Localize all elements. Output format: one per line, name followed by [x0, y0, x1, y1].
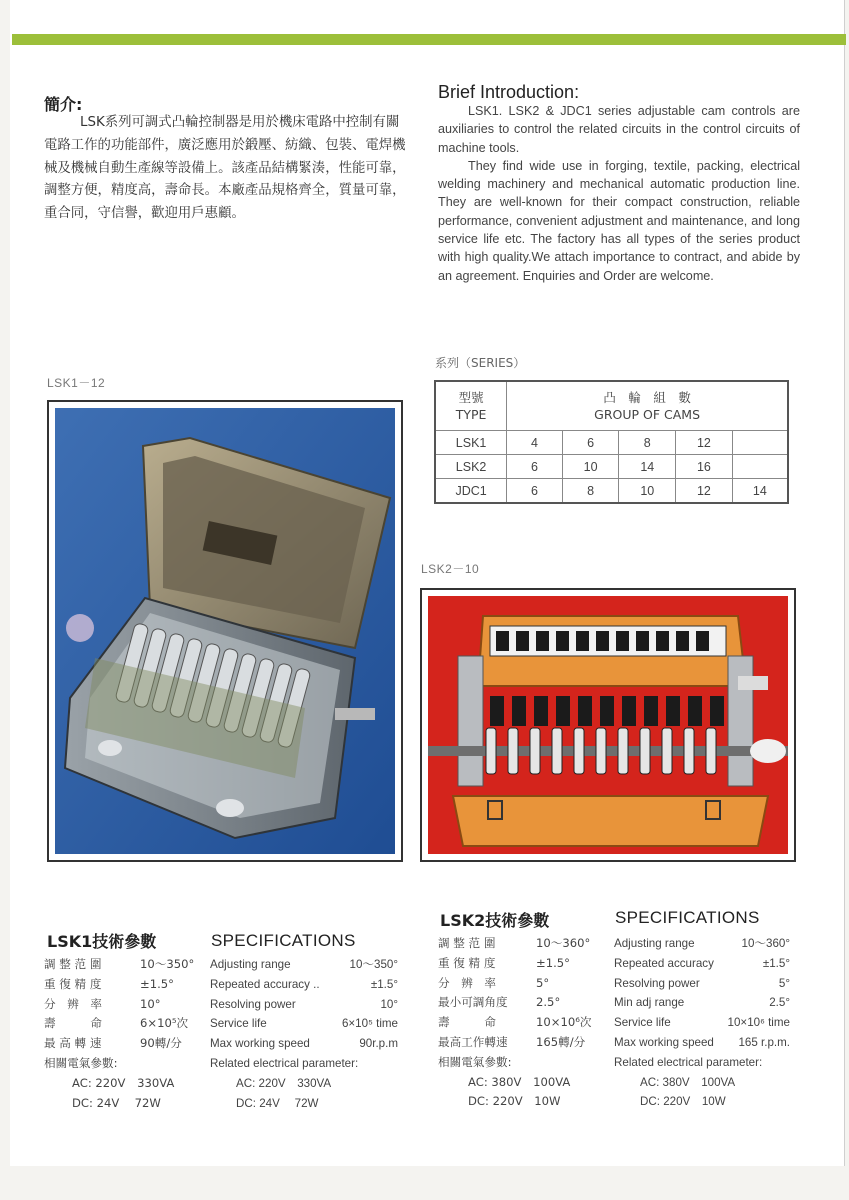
lsk1-controller-illustration [55, 408, 395, 854]
spec-row [438, 974, 608, 994]
spec-key: Max working speed [210, 1037, 310, 1051]
row-type: LSK1 [435, 431, 507, 455]
lsk2-en-specs [614, 934, 792, 1112]
intro-en-title: Brief Introduction: [438, 82, 580, 102]
spec-value: ±1.5° [140, 976, 174, 991]
spec-key: 相關電氣參數: [438, 1054, 512, 1069]
spec-row [438, 1053, 608, 1073]
cell [732, 431, 788, 455]
ac-rating: AC: 220V 330VA [72, 1075, 175, 1090]
lsk1-photo-caption: LSK1－12 [47, 376, 106, 390]
spec-row [614, 993, 792, 1013]
spec-row [614, 1053, 792, 1073]
spec-ac-row [44, 1074, 204, 1094]
spec-key: Min adj range [614, 996, 685, 1010]
spec-key: Resolving power [210, 997, 296, 1011]
spec-ac-row [438, 1073, 608, 1093]
spec-row [438, 954, 608, 974]
spec-value: 2.5° [769, 996, 790, 1010]
dc-rating: DC: 220V 10W [640, 1095, 726, 1109]
spec-row [614, 954, 792, 974]
spec-value: 10～350° [140, 957, 195, 971]
spec-row [210, 995, 400, 1015]
spec-key: 分 辨 率 [438, 975, 496, 990]
lsk2-photo-caption: LSK2－10 [421, 562, 480, 576]
cell: 6 [507, 455, 563, 479]
spec-value: 165轉/分 [536, 1034, 586, 1049]
spec-value: 10° [380, 997, 398, 1011]
spec-dc-row [614, 1092, 792, 1112]
row-type: JDC1 [435, 479, 507, 504]
spec-key: 調 整 范 圍 [44, 957, 102, 971]
intro-en-body [438, 102, 800, 285]
spec-value: 10×10⁶次 [536, 1015, 592, 1030]
spec-row [44, 975, 204, 995]
spec-value: 5° [778, 976, 790, 990]
spec-key: 壽 命 [438, 1015, 496, 1030]
spec-key: 壽 命 [44, 1016, 102, 1031]
spec-row [210, 1034, 400, 1054]
series-table [434, 380, 789, 504]
spec-value: 6×10⁵次 [140, 1016, 189, 1031]
spec-value: 10° [140, 996, 161, 1011]
cell: 6 [562, 431, 619, 455]
spec-key: Repeated accuracy .. [210, 977, 320, 991]
table-row [435, 431, 788, 455]
spec-value: 5° [536, 975, 550, 990]
lsk2-spec-title-zh: LSK2技術參數 [440, 911, 550, 930]
cell: 4 [507, 431, 563, 455]
spec-row [614, 1013, 792, 1033]
spec-key: 最高工作轉速 [438, 1034, 508, 1049]
spec-row [438, 934, 608, 954]
spec-value: 10～350° [349, 958, 398, 971]
spec-value: 10×10⁶ time [727, 1016, 790, 1030]
spec-key: Max working speed [614, 1035, 714, 1049]
spec-row [210, 1054, 400, 1074]
group-header-zh: 凸 輪 組 數 [603, 390, 691, 405]
series-header-row [435, 381, 788, 431]
group-header-en: GROUP OF CAMS [594, 407, 701, 422]
spec-row [210, 975, 400, 995]
lsk1-spec-title-en: SPECIFICATIONS [211, 931, 356, 950]
spec-row [44, 1054, 204, 1074]
lsk2-photo [428, 596, 788, 854]
cell: 8 [619, 431, 676, 455]
spec-key: Resolving power [614, 976, 700, 990]
type-header [435, 381, 507, 431]
spec-dc-row [44, 1094, 204, 1114]
ac-rating: AC: 380V 100VA [640, 1075, 736, 1089]
spec-key: 分 辨 率 [44, 996, 102, 1011]
intro-en-paragraph-2: They find wide use in forging, textile, packing, electrical welding machinery and mechanical automatic production line. They are well-known for their compact construction, reliable performance, convenient adjustment and maintenance, and long service life etc. The factory has all types of the series product with high quality.We attach importance to contract, and abide by an agreement. Enquiries and Order are welcome. [438, 158, 800, 283]
spec-value: 2.5° [536, 995, 561, 1010]
spec-dc-row [438, 1092, 608, 1112]
spec-key: 重 復 精 度 [44, 976, 102, 991]
spec-row [438, 993, 608, 1013]
spec-row [438, 1013, 608, 1033]
spec-value: ±1.5° [536, 955, 570, 970]
spec-value: 165 r.p.m. [738, 1035, 790, 1049]
spec-row [210, 955, 400, 975]
spec-row [614, 934, 792, 954]
type-header-zh: 型號 [458, 390, 484, 405]
spec-key: 相關電氣參數: [44, 1055, 118, 1070]
cell: 10 [619, 479, 676, 504]
ac-rating: AC: 220V 330VA [236, 1076, 332, 1090]
table-row [435, 479, 788, 504]
cell: 12 [676, 431, 733, 455]
spec-key: Related electrical parameter: [210, 1056, 359, 1070]
group-header [507, 381, 788, 431]
spec-key: Adjusting range [210, 958, 291, 971]
spec-key: Repeated accuracy [614, 956, 714, 970]
lsk1-photo-frame [47, 400, 403, 862]
series-label: 系列（SERIES） [435, 356, 526, 370]
lsk1-spec-title-zh: LSK1技術參數 [47, 932, 157, 951]
lsk2-photo-frame [420, 588, 796, 862]
spec-key: 重 復 精 度 [438, 955, 496, 970]
intro-en-paragraph-1: LSK1. LSK2 & JDC1 series adjustable cam controls are auxiliaries to control the related circuits in the control circuits of machine tools. [438, 104, 800, 155]
spec-ac-row [210, 1074, 400, 1094]
cell: 16 [676, 455, 733, 479]
spec-key: Service life [210, 1017, 267, 1031]
lsk1-zh-specs [44, 955, 204, 1113]
spec-key: Related electrical parameter: [614, 1055, 763, 1069]
intro-zh-title: 簡介: [44, 95, 83, 114]
dc-rating: DC: 24V 72W [72, 1095, 161, 1110]
spec-row [614, 1033, 792, 1053]
lsk2-zh-specs [438, 934, 608, 1112]
cell [732, 455, 788, 479]
lsk2-controller-illustration [428, 596, 788, 854]
spec-row [44, 995, 204, 1015]
type-header-en: TYPE [455, 407, 487, 422]
spec-row [44, 1014, 204, 1034]
lsk1-photo [55, 408, 395, 854]
spec-value: ±1.5° [762, 956, 790, 970]
cell: 6 [507, 479, 563, 504]
spec-row [438, 1033, 608, 1053]
spec-key: 調 整 范 圍 [438, 936, 496, 950]
cell: 10 [562, 455, 619, 479]
spec-key: 最 高 轉 速 [44, 1036, 102, 1051]
spec-value: 6×10⁵ time [341, 1017, 398, 1031]
spec-value: ±1.5° [370, 977, 398, 991]
spec-key: Adjusting range [614, 937, 695, 950]
spec-value: 90轉/分 [140, 1036, 182, 1051]
ac-rating: AC: 380V 100VA [468, 1074, 571, 1089]
cell: 8 [562, 479, 619, 504]
spec-row [44, 1034, 204, 1054]
spec-dc-row [210, 1094, 400, 1114]
spec-ac-row [614, 1073, 792, 1093]
lsk1-en-specs [210, 955, 400, 1113]
spec-key: 最小可調角度 [438, 995, 508, 1010]
spec-value: 10～360° [741, 937, 790, 950]
cell: 12 [676, 479, 733, 504]
green-header-bar [12, 34, 846, 45]
intro-zh-body: LSK系列可調式凸輪控制器是用於機床電路中控制有關電路工作的功能部件，廣泛應用於鍛壓、紡織、包裝、電焊機械及機械自動生產線等設備上。該產品結構緊湊，性能可靠，調整方便，精度高，壽命長。本廠產品規格齊全，質量可靠，重合同，守信譽，歡迎用戶惠顧。 [44, 115, 406, 222]
row-type: LSK2 [435, 455, 507, 479]
cell: 14 [619, 455, 676, 479]
spec-key: Service life [614, 1016, 671, 1030]
cell: 14 [732, 479, 788, 504]
spec-value: 90r.p.m [359, 1037, 398, 1051]
spec-value: 10～360° [536, 936, 591, 950]
lsk2-spec-title-en: SPECIFICATIONS [615, 908, 760, 927]
dc-rating: DC: 24V 72W [236, 1096, 319, 1110]
dc-rating: DC: 220V 10W [468, 1094, 561, 1109]
spec-row [44, 955, 204, 975]
spec-row [614, 974, 792, 994]
spec-row [210, 1014, 400, 1034]
table-row [435, 455, 788, 479]
